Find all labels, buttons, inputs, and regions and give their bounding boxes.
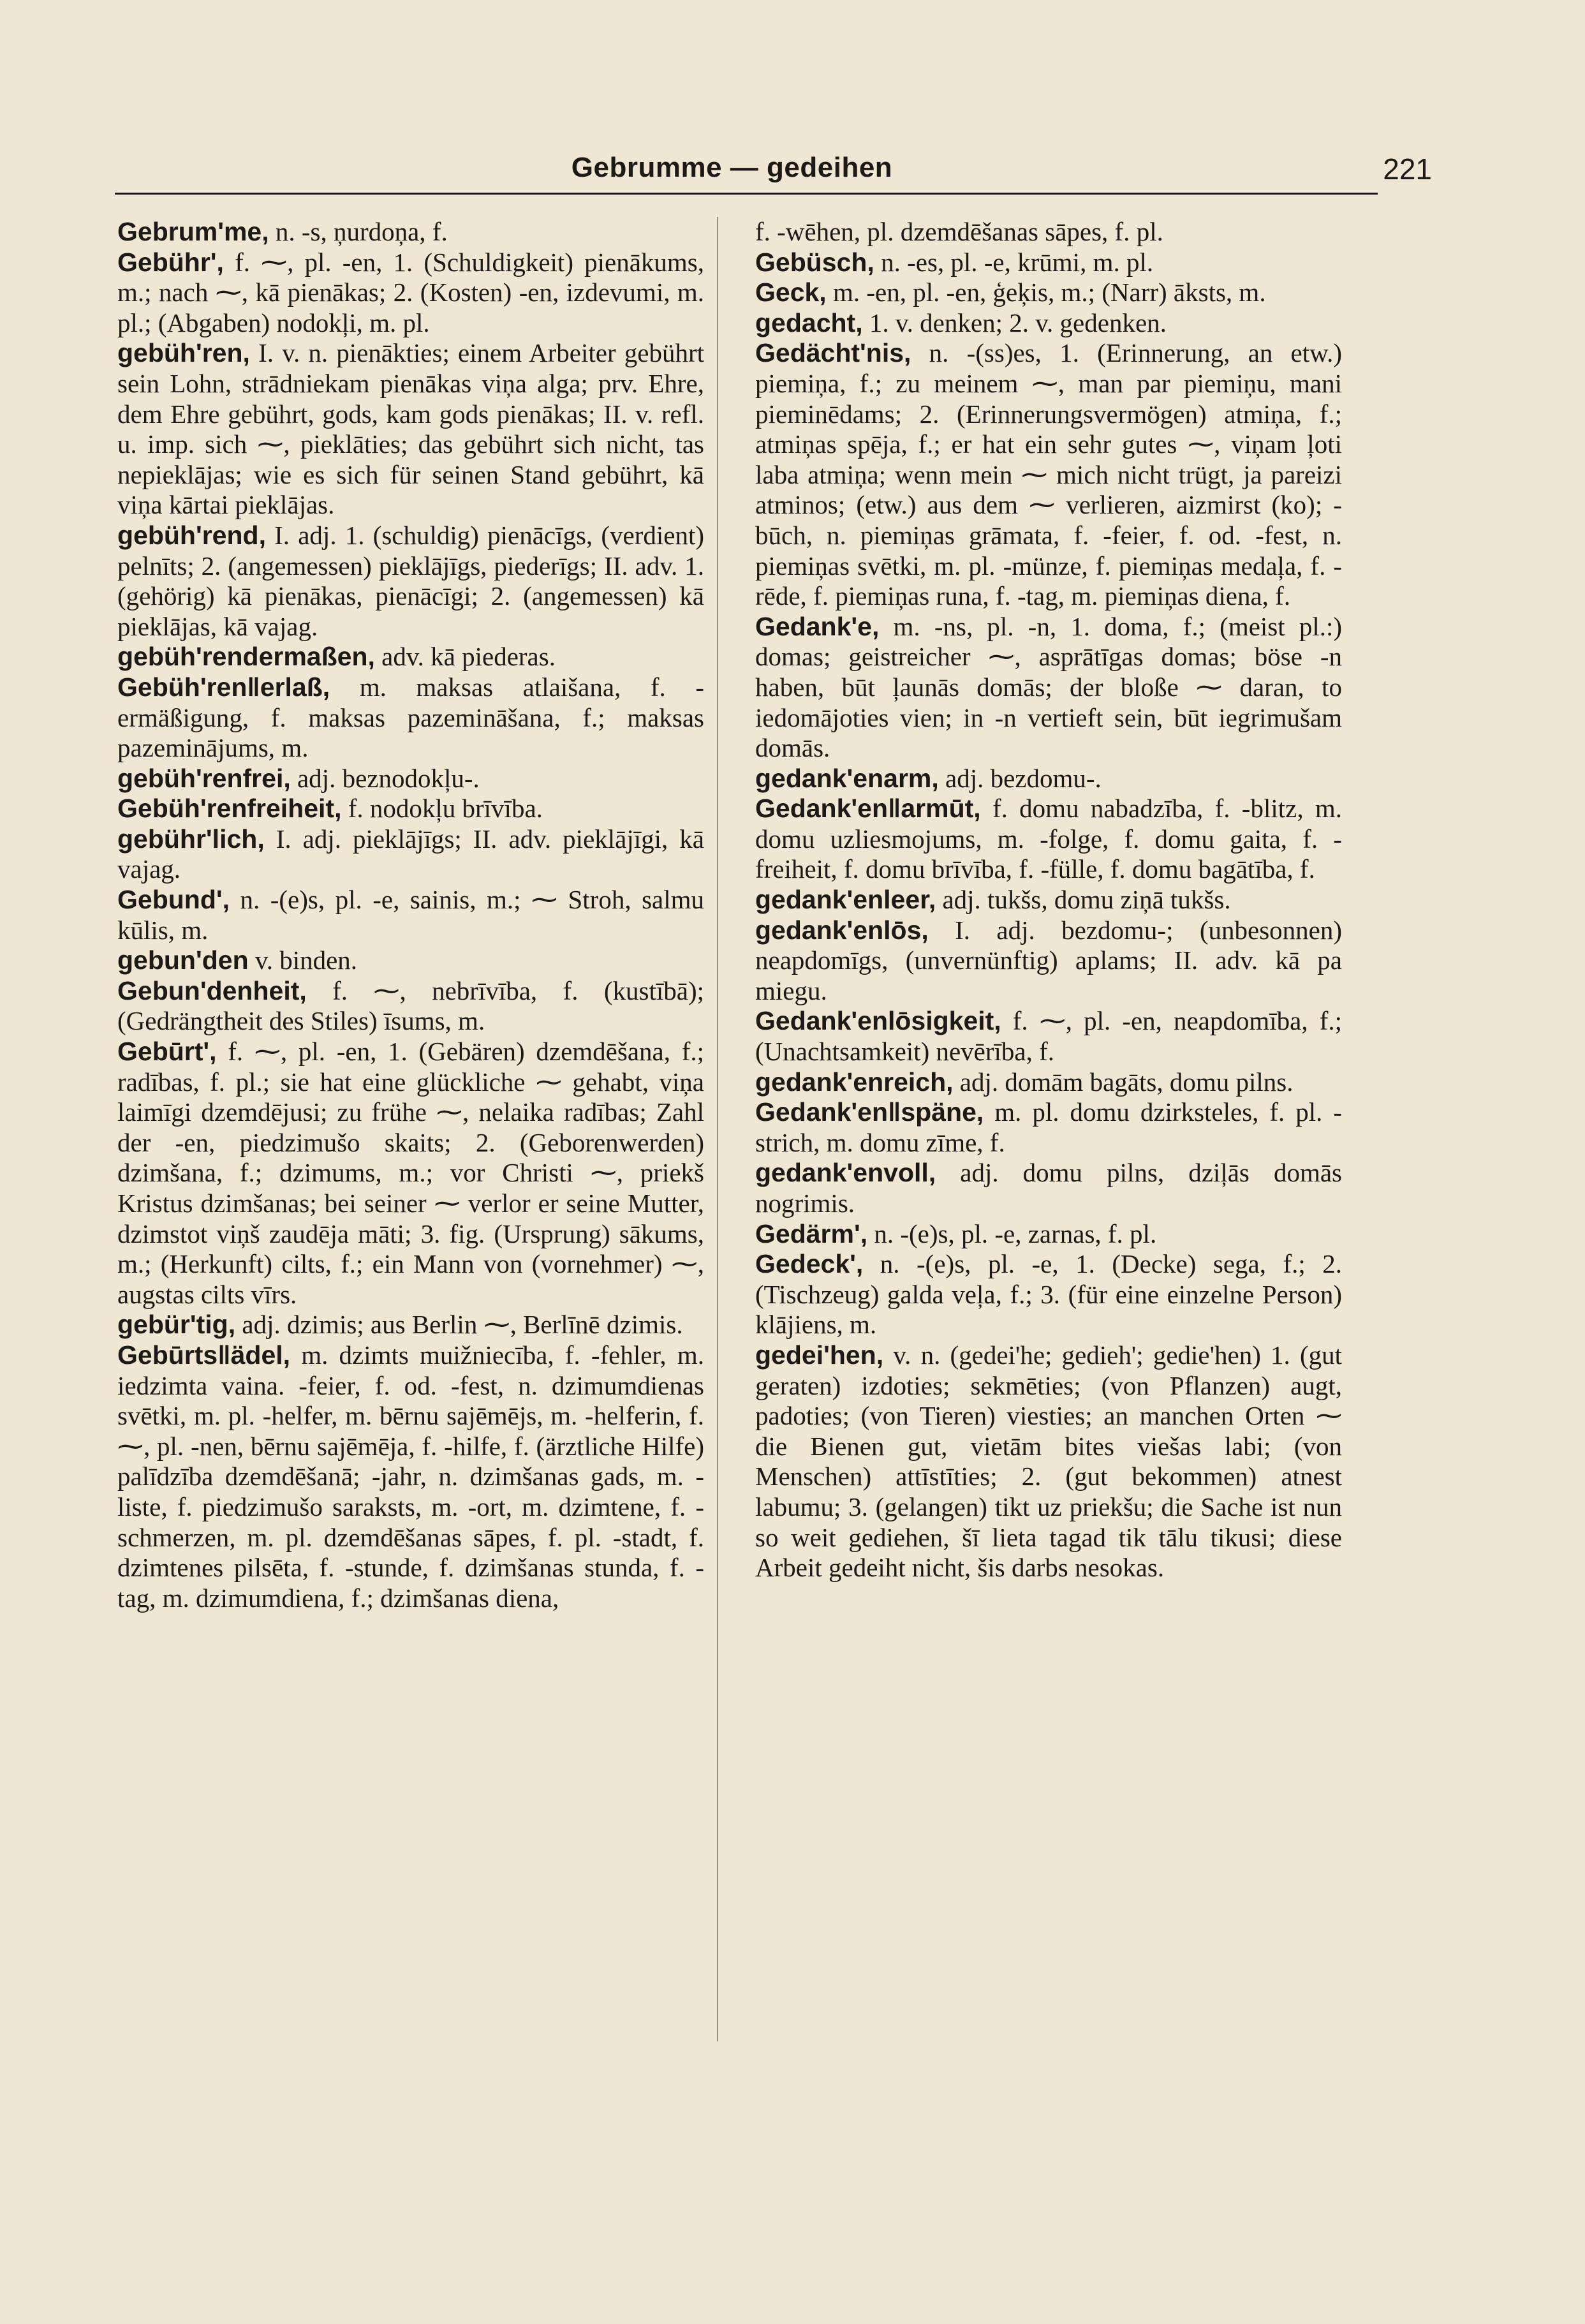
- entry-definition: I. adj. pieklājīgs; II. adv. pieklājīgi, kā vajag.: [117, 824, 704, 884]
- entry-definition: m. -ns, pl. -n, 1. doma, f.; (meist pl.:) domas; geistreicher ⁓, asprātīgas domas; böse -n haben, būt ļaunās domās; der bloße ⁓ daran, to iedomājoties vien; in -n vertieft sein, būt iegrimušam domās.: [755, 611, 1342, 763]
- dictionary-entry: [117, 672, 704, 764]
- column-divider: [717, 217, 718, 2041]
- entry-headword: gedank'envoll,: [755, 1158, 936, 1188]
- entry-headword: Geck,: [755, 278, 827, 307]
- dictionary-entry: [117, 1037, 704, 1310]
- entry-definition: m. pl. domu dzirksteles, f. pl. -strich, m. domu zīme, f.: [755, 1097, 1342, 1157]
- dictionary-entry: [755, 1219, 1342, 1250]
- entry-definition: f. -wēhen, pl. dzemdēšanas sāpes, f. pl.: [755, 217, 1163, 246]
- dictionary-entry: [755, 217, 1342, 248]
- entry-headword: gedank'enleer,: [755, 885, 936, 915]
- entry-definition: adj. bezdomu-.: [938, 763, 1102, 793]
- dictionary-entry: [755, 612, 1342, 764]
- entry-definition: f. ⁓, pl. -en, 1. (Gebären) dzemdēšana, f.; radības, f. pl.; sie hat eine glückliche ⁓ gehabt, viņa laimīgi dzemdējusi; zu frühe ⁓, nelaika radības; Zahl der -en, piedzimušo skaits; 2. (Geborenwerden) dzimšana, f.; dzimums, m.; vor Christi ⁓, priekš Kristus dzimšanas; bei seiner ⁓ verlor er seine Mutter, dzimstot viņš zaudēja māti; 3. fig. (Ursprung) sākums, m.; (Herkunft) cilts, f.; ein Mann von (vornehmer) ⁓, augstas cilts vīrs.: [117, 1037, 704, 1309]
- entry-headword: Gebrum'me,: [117, 217, 269, 246]
- entry-headword: gebüh'ren,: [117, 338, 250, 368]
- dictionary-entry: [755, 1097, 1342, 1158]
- entry-definition: m. -en, pl. -en, ģeķis, m.; (Narr) āksts, m.: [826, 278, 1266, 307]
- entry-headword: Gebund',: [117, 885, 230, 915]
- entry-headword: Gebun'denheit,: [117, 975, 307, 1005]
- entry-definition: m. dzimts muižniecība, f. -fehler, m. iedzimta vaina. -feier, f. od. -fest, n. dzimumdienas svētki, m. pl. -helfer, m. bērnu sajēmējs, m. -helferin, f. ⁓, pl. -nen, bērnu sajēmēja, f. -hilfe, f. (ärztliche Hilfe) palīdzība dzemdēšanā; -jahr, n. dzimšanas gads, m. -liste, f. piedzimušo saraksts, m. -ort, m. dzimtene, f. -schmerzen, m. pl. dzemdēšanas sāpes, f. pl. -stadt, f. dzimtenes pilsēta, f. -stunde, f. dzimšanas stunda, f. -tag, m. dzimumdiena, f.; dzimšanas diena,: [117, 1340, 704, 1613]
- entry-definition: adj. domām bagāts, domu pilns.: [953, 1067, 1294, 1097]
- dictionary-entry: [755, 764, 1342, 794]
- dictionary-entry: [117, 1340, 704, 1613]
- entry-headword: gebür'tig,: [117, 1310, 236, 1340]
- entry-headword: gebühr'lich,: [117, 824, 265, 854]
- dictionary-entry: [117, 976, 704, 1037]
- entry-definition: adj. tukšs, domu ziņā tukšs.: [936, 885, 1231, 915]
- entry-headword: gebüh'rend,: [117, 520, 266, 550]
- dictionary-entry: [117, 945, 704, 976]
- dictionary-entry: [117, 885, 704, 945]
- dictionary-entry: [117, 824, 704, 885]
- running-header: [115, 152, 1432, 203]
- entry-headword: gebüh'renfrei,: [117, 763, 291, 793]
- entry-headword: Gedank'en‖späne,: [755, 1097, 984, 1127]
- entry-headword: gedei'hen,: [755, 1340, 884, 1370]
- dictionary-entry: [117, 764, 704, 794]
- entry-headword: Gebūrt',: [117, 1037, 217, 1067]
- entry-definition: v. binden.: [248, 945, 358, 975]
- entry-headword: gedacht,: [755, 307, 863, 337]
- entry-definition: f. nodokļu brīvība.: [341, 794, 543, 824]
- entry-headword: Gebüh'renfreiheit,: [117, 794, 342, 824]
- entry-definition: n. -s, ņurdoņa, f.: [269, 217, 448, 246]
- dictionary-entry: [755, 308, 1342, 339]
- entry-definition: n. -(e)s, pl. -e, zarnas, f. pl.: [867, 1218, 1157, 1248]
- entry-headword: Gedächt'nis,: [755, 338, 911, 368]
- header-rule: [115, 193, 1378, 195]
- dictionary-entry: [117, 1310, 704, 1340]
- entry-headword: Gedank'e,: [755, 611, 880, 641]
- dictionary-entry: [755, 1340, 1342, 1583]
- entry-headword: gedank'enreich,: [755, 1067, 954, 1097]
- entry-definition: f. ⁓, pl. -en, 1. (Schuldigkeit) pienākums, m.; nach ⁓, kā pienākas; 2. (Kosten) -en, izdevumi, m. pl.; (Abgaben) nodokļi, m. pl.: [117, 247, 704, 337]
- entry-definition: adj. domu pilns, dziļās domās nogrimis.: [755, 1158, 1342, 1218]
- entry-definition: I. adj. bezdomu-; (unbesonnen) neapdomīgs, (unvernünftig) aplams; II. adv. kā pa miegu.: [755, 915, 1342, 1005]
- dictionary-entry: [117, 521, 704, 642]
- dictionary-entry: [117, 642, 704, 672]
- entry-definition: adv. kā piederas.: [374, 642, 556, 672]
- dictionary-entry: [755, 1006, 1342, 1067]
- dictionary-entry: [117, 794, 704, 824]
- entry-headword: gebüh'rendermaßen,: [117, 642, 375, 672]
- entry-definition: 1. v. denken; 2. v. gedenken.: [862, 307, 1167, 337]
- entry-headword: Gebūrts‖ädel,: [117, 1340, 291, 1370]
- dictionary-entry: [755, 885, 1342, 915]
- entry-definition: m. maksas atlaišana, f. -ermäßigung, f. maksas pazemināšana, f.; maksas pazeminājums, m.: [117, 672, 704, 763]
- entry-headword: Gedärm',: [755, 1218, 868, 1248]
- entry-definition: f. ⁓, nebrīvība, f. (kustībā); (Gedrängtheit des Stiles) īsums, m.: [117, 975, 704, 1036]
- dictionary-entry: [117, 338, 704, 521]
- entry-definition: adj. beznodokļu-.: [290, 763, 480, 793]
- entry-definition: v. n. (gedei'he; gedieh'; gedie'hen) 1. (gut geraten) izdoties; sekmēties; (von Pflanzen) augt, padoties; (von Tieren) viesties; an manchen Orten ⁓ die Bienen gut, vietām bites viešas labi; (von Menschen) attīstīties; 2. (gut bekommen) atnest labumu; 3. (gelangen) tikt uz priekšu; die Sache ist nun so weit gediehen, šī lieta tagad tik tālu tikusi; diese Arbeit gedeiht nicht, šis darbs nesokas.: [755, 1340, 1342, 1583]
- entry-headword: Gedank'enlōsigkeit,: [755, 1006, 1001, 1036]
- entry-definition: I. v. n. pienākties; einem Arbeiter gebührt sein Lohn, strādniekam pienākas viņa alga; prv. Ehre, dem Ehre gebührt, gods, kam gods pienākas; II. v. refl. u. imp. sich ⁓, pieklāties; das gebührt sich nicht, tas nepieklājas; wie es sich für seinen Stand gebührt, kā viņa kārtai pieklājas.: [117, 338, 704, 520]
- right-column: [755, 217, 1342, 1583]
- dictionary-entry: [117, 248, 704, 339]
- dictionary-entry: [755, 794, 1342, 885]
- entry-headword: Gebühr',: [117, 247, 224, 277]
- entry-headword: gedank'enarm,: [755, 763, 939, 793]
- dictionary-entry: [755, 915, 1342, 1007]
- entry-definition: n. -(e)s, pl. -e, sainis, m.; ⁓ Stroh, salmu kūlis, m.: [117, 885, 704, 945]
- entry-headword: gebun'den: [117, 945, 249, 975]
- entry-definition: f. ⁓, pl. -en, neapdomība, f.; (Unachtsamkeit) nevērība, f.: [755, 1006, 1342, 1067]
- dictionary-entry: [117, 217, 704, 248]
- page-number: 221: [1383, 152, 1432, 186]
- entry-headword: gedank'enlōs,: [755, 915, 929, 945]
- entry-definition: f. domu nabadzība, f. -blitz, m. domu uzliesmojums, m. -folge, f. domu gaita, f. -freiheit, f. domu brīvība, f. -fülle, f. domu bagātība, f.: [755, 794, 1342, 884]
- entry-headword: Gebüsch,: [755, 247, 874, 277]
- entry-definition: n. -es, pl. -e, krūmi, m. pl.: [874, 247, 1154, 277]
- left-column: [117, 217, 704, 1613]
- entry-definition: n. -(ss)es, 1. (Erinnerung, an etw.) piemiņa, f.; zu meinem ⁓, man par piemiņu, mani pieminēdams; 2. (Erinnerungsvermögen) atmiņa, f.; atmiņas spēja, f.; er hat ein sehr gutes ⁓, viņam ļoti laba atmiņa; wenn mein ⁓ mich nicht trügt, ja pareizi atminos; (etw.) aus dem ⁓ verlieren, aizmirst (ko); -būch, n. piemiņas grāmata, f. -feier, f. od. -fest, n. piemiņas svētki, m. pl. -münze, f. piemiņas medaļa, f. -rēde, f. piemiņas runa, f. -tag, m. piemiņas diena, f.: [755, 338, 1342, 611]
- dictionary-entry: [755, 1249, 1342, 1340]
- entry-definition: adj. dzimis; aus Berlin ⁓, Berlīnē dzimis.: [235, 1310, 683, 1340]
- dictionary-entry: [755, 248, 1342, 278]
- entry-headword: Gedeck',: [755, 1249, 864, 1279]
- dictionary-entry: [755, 1158, 1342, 1218]
- dictionary-entry: [755, 278, 1342, 308]
- running-head: Gebrumme — gedeihen: [571, 152, 893, 183]
- entry-headword: Gebüh'ren‖erlaß,: [117, 672, 330, 702]
- entry-definition: I. adj. 1. (schuldig) pienācīgs, (verdient) pelnīts; 2. (angemessen) pieklājīgs, piederīgs; II. adv. 1. (gehörig) kā pienākas, pienācīgi; 2. (angemessen) kā pieklājas, kā vajag.: [117, 520, 704, 641]
- entry-definition: n. -(e)s, pl. -e, 1. (Decke) sega, f.; 2. (Tischzeug) galda veļa, f.; 3. (für eine einzelne Person) klājiens, m.: [755, 1249, 1342, 1340]
- dictionary-entry: [755, 338, 1342, 611]
- entry-headword: Gedank'en‖armūt,: [755, 794, 981, 824]
- dictionary-entry: [755, 1067, 1342, 1098]
